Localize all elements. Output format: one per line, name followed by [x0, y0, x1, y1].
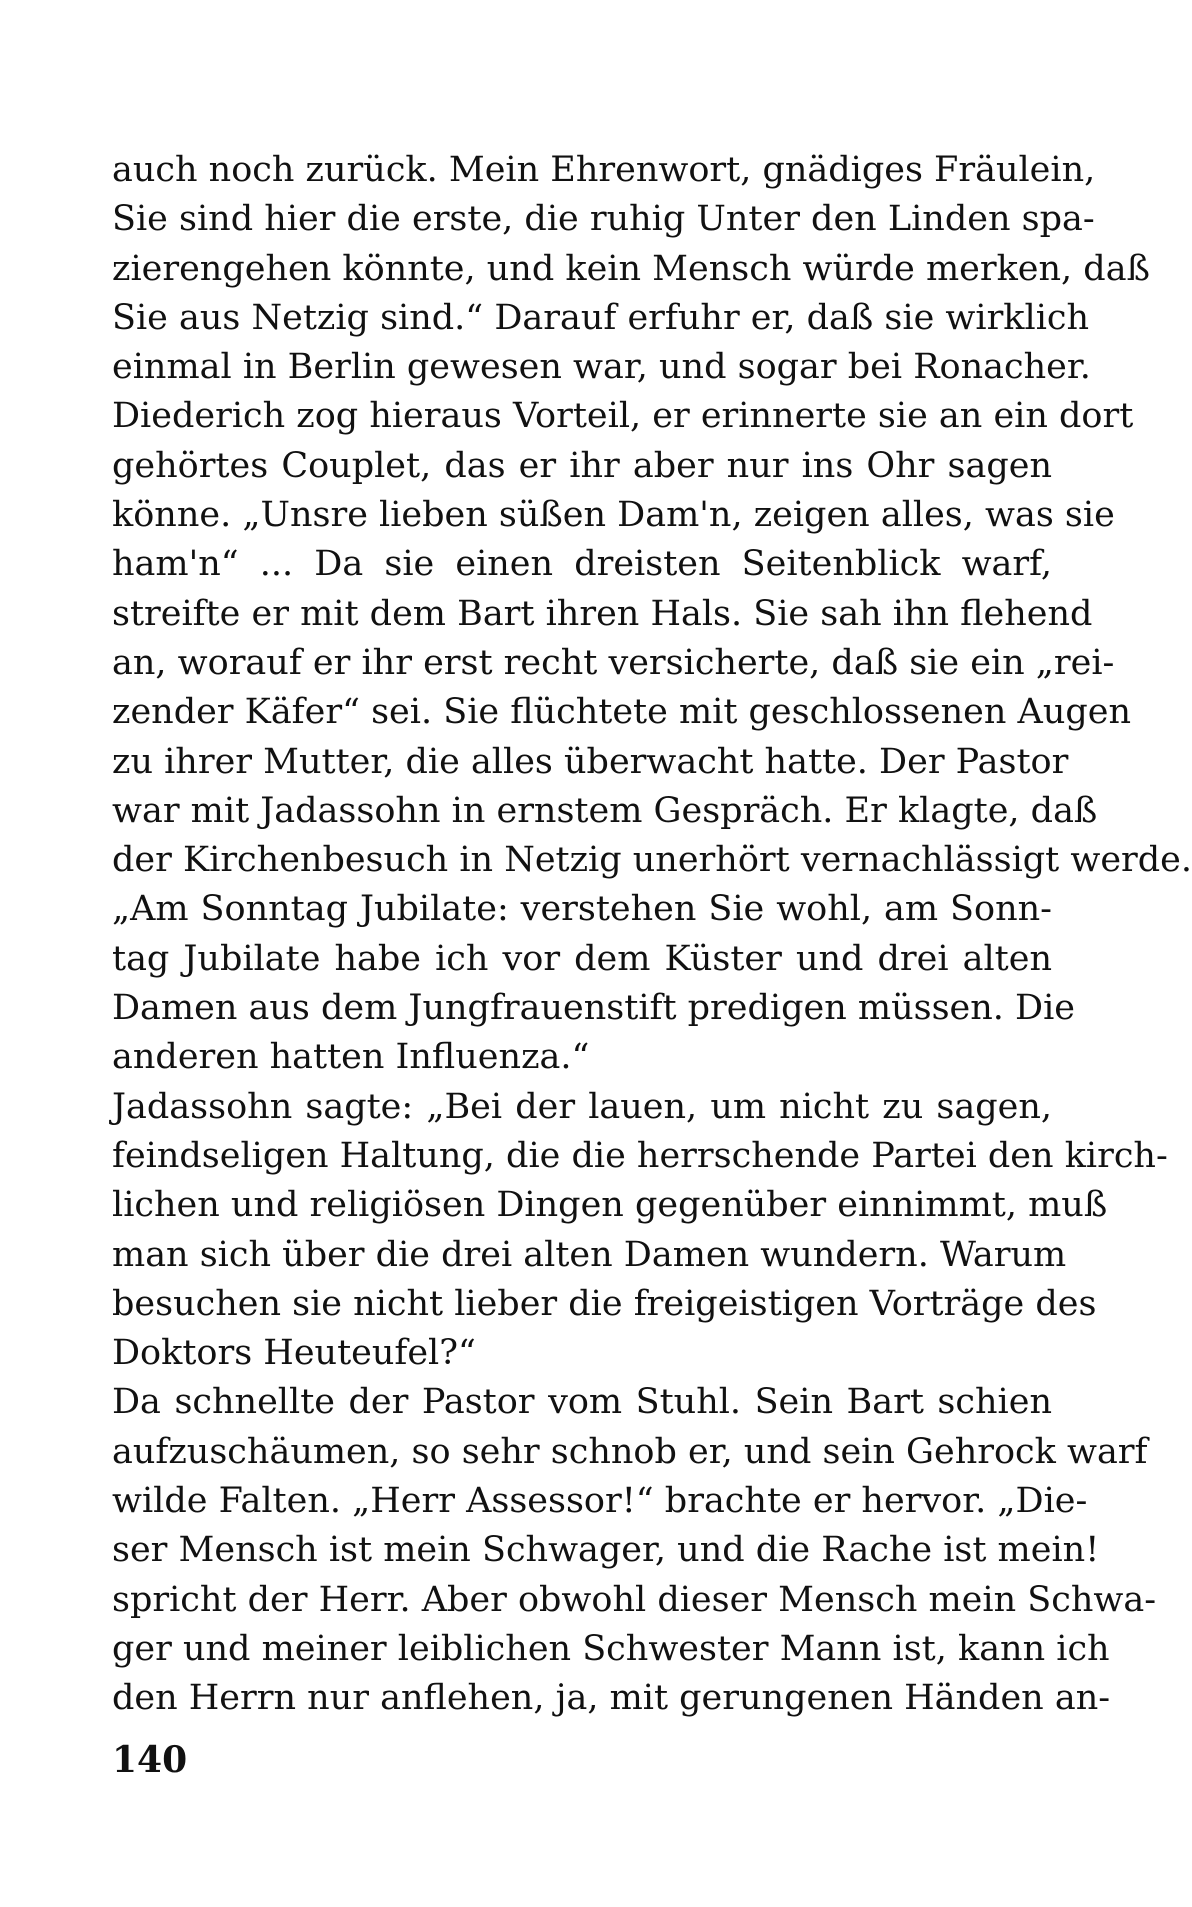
text-line-7: gehörtes Couplet, das er ihr aber nur ins Ohr sagen [112, 445, 1052, 486]
text-line-28: wilde Falten. „Herr Assessor!“ brachte er hervor. „Die- [112, 1481, 1088, 1522]
text-line-12: zender Käfer“ sei. Sie flüchtete mit geschlossenen Augen [112, 692, 1132, 733]
text-line-10: streifte er mit dem Bart ihren Hals. Sie sah ihn flehend [112, 593, 1093, 634]
body-text [112, 146, 1192, 1724]
text-line-4: Sie aus Netzig sind.“ Darauf erfuhr er, daß sie wirklich [112, 297, 1090, 338]
text-line-3: zierengehen könnte, und kein Mensch würde merken, daß [112, 248, 1150, 289]
text-line-32: den Herrn nur anflehen, ja, mit gerungenen Händen an- [112, 1678, 1111, 1719]
text-line-27: aufzuschäumen, so sehr schnob er, und sein Gehrock warf [112, 1431, 1148, 1472]
text-line-14: war mit Jadassohn in ernstem Gespräch. Er klagte, daß [112, 790, 1098, 831]
text-line-31: ger und meiner leiblichen Schwester Mann ist, kann ich [112, 1628, 1110, 1669]
text-line-5: einmal in Berlin gewesen war, und sogar bei Ronacher. [112, 347, 1091, 388]
text-line-1: auch noch zurück. Mein Ehrenwort, gnädiges Fräulein, [112, 150, 1096, 190]
text-line-22: lichen und religiösen Dingen gegenüber einnimmt, muß [112, 1185, 1108, 1226]
text-line-8: könne. „Unsre lieben süßen Dam'n, zeigen alles, was sie [112, 495, 1115, 536]
text-line-30: spricht der Herr. Aber obwohl dieser Mensch mein Schwa- [112, 1579, 1157, 1620]
text-line-15: der Kirchenbesuch in Netzig unerhört vernachlässigt werde. [112, 840, 1192, 881]
page-number: 140 [112, 1739, 188, 1781]
text-line-23: man sich über die drei alten Damen wundern. Warum [112, 1234, 1067, 1275]
text-line-18: Damen aus dem Jungfrauenstift predigen müssen. Die [112, 988, 1076, 1029]
text-line-24: besuchen sie nicht lieber die freigeistigen Vorträge des [112, 1283, 1097, 1324]
text-line-21: feindseligen Haltung, die die herrschende Partei den kirch- [112, 1135, 1168, 1176]
text-line-2: Sie sind hier die erste, die ruhig Unter den Linden spa- [112, 199, 1095, 240]
text-line-11: an, worauf er ihr erst recht versicherte, daß sie ein „rei- [112, 642, 1115, 683]
text-line-13: zu ihrer Mutter, die alles überwacht hatte. Der Pastor [112, 741, 1069, 782]
text-line-26: Da schnellte der Pastor vom Stuhl. Sein Bart schien [112, 1382, 1052, 1423]
text-line-6: Diederich zog hieraus Vorteil, er erinnerte sie an ein dort [112, 396, 1134, 437]
text-line-9: ham'n“ ... Da sie einen dreisten Seitenblick warf, [112, 544, 1052, 585]
text-line-29: ser Mensch ist mein Schwager, und die Rache ist mein! [112, 1530, 1100, 1571]
text-line-25: Doktors Heuteufel?“ [112, 1333, 476, 1374]
text-line-17: tag Jubilate habe ich vor dem Küster und drei alten [112, 938, 1052, 979]
text-line-20: Jadassohn sagte: „Bei der lauen, um nicht zu sagen, [112, 1086, 1052, 1127]
text-line-16: „Am Sonntag Jubilate: verstehen Sie wohl, am Sonn- [112, 889, 1052, 930]
text-line-19: anderen hatten Influenza.“ [112, 1037, 590, 1078]
